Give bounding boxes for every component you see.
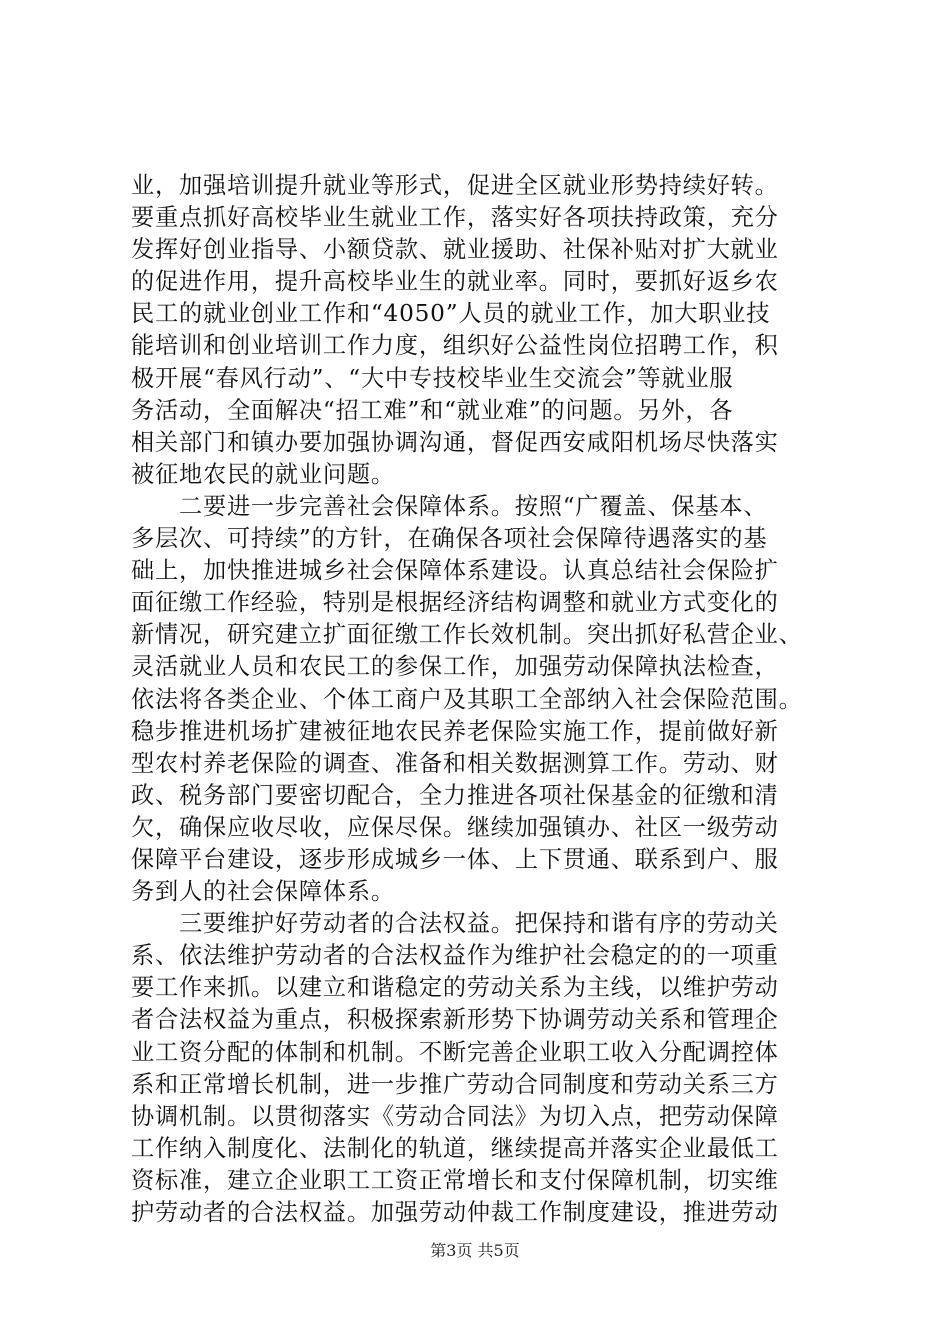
text-line: 极开展“春风行动”、“大中专技校毕业生交流会”等就业服 [131, 364, 734, 392]
body-text [131, 170, 851, 1229]
text-line: 础上，加快推进城乡社会保障体系建设。认真总结社会保险扩 [131, 557, 779, 585]
page-footer: 第3页 共5页 [430, 1241, 520, 1260]
text-line: 面征缴工作经验，特别是根据经济结构调整和就业方式变化的 [131, 589, 779, 617]
text-line: 系、依法维护劳动者的合法权益作为维护社会稳定的的一项重 [131, 942, 779, 970]
text-line: 业工资分配的体制和机制。不断完善企业职工收入分配调控体 [131, 1038, 779, 1066]
text-line: 资标准，建立企业职工工资正常增长和支付保障机制，切实维 [131, 1166, 779, 1194]
text-line: 三要维护好劳动者的合法权益。把保持和谐有序的劳动关 [131, 910, 779, 938]
text-line: 保障平台建设，逐步形成城乡一体、上下贯通、联系到户、服 [131, 845, 779, 873]
text-line: 相关部门和镇办要加强协调沟通，督促西安咸阳机场尽快落实 [131, 428, 779, 456]
text-line: 务到人的社会保障体系。 [131, 878, 395, 906]
text-line: 要重点抓好高校毕业生就业工作，落实好各项扶持政策，充分 [131, 204, 779, 232]
text-line: 新情况，研究建立扩面征缴工作长效机制。突出抓好私营企业、 [131, 621, 803, 649]
text-line: 民工的就业创业工作和“4050”人员的就业工作，加大职业技 [131, 300, 771, 328]
text-line: 多层次、可持续”的方针，在确保各项社会保障待遇落实的基 [131, 525, 768, 553]
text-line: 灵活就业人员和农民工的参保工作，加强劳动保障执法检查， [131, 653, 779, 681]
text-line: 型农村养老保险的调查、准备和相关数据测算工作。劳动、财 [131, 749, 779, 777]
text-line: 协调机制。以贯彻落实《劳动合同法》为切入点，把劳动保障 [131, 1102, 779, 1130]
text-line: 发挥好创业指导、小额贷款、就业援助、社保补贴对扩大就业 [131, 236, 779, 264]
text-line: 二要进一步完善社会保障体系。按照“广覆盖、保基本、 [131, 492, 768, 520]
text-line: 者合法权益为重点，积极探索新形势下协调劳动关系和管理企 [131, 1006, 779, 1034]
text-line: 护劳动者的合法权益。加强劳动仲裁工作制度建设，推进劳动 [131, 1199, 779, 1226]
text-line: 务活动，全面解决“招工难”和“就业难”的问题。另外，各 [131, 396, 734, 424]
text-line: 能培训和创业培训工作力度，组织好公益性岗位招聘工作，积 [131, 332, 779, 360]
text-line: 要工作来抓。以建立和谐稳定的劳动关系为主线，以维护劳动 [131, 974, 779, 1002]
text-line: 被征地农民的就业问题。 [131, 460, 395, 488]
text-line: 的促进作用，提升高校毕业生的就业率。同时，要抓好返乡农 [131, 268, 779, 296]
text-line: 依法将各类企业、个体工商户及其职工全部纳入社会保险范围。 [131, 685, 803, 713]
text-line: 业，加强培训提升就业等形式，促进全区就业形势持续好转。 [131, 172, 779, 199]
text-line: 政、税务部门要密切配合，全力推进各项社保基金的征缴和清 [131, 781, 779, 809]
text-line: 系和正常增长机制，进一步推广劳动合同制度和劳动关系三方 [131, 1070, 779, 1098]
text-line: 稳步推进机场扩建被征地农民养老保险实施工作，提前做好新 [131, 717, 779, 745]
text-line: 工作纳入制度化、法制化的轨道，继续提高并落实企业最低工 [131, 1134, 779, 1162]
text-line: 欠，确保应收尽收，应保尽保。继续加强镇办、社区一级劳动 [131, 813, 779, 841]
